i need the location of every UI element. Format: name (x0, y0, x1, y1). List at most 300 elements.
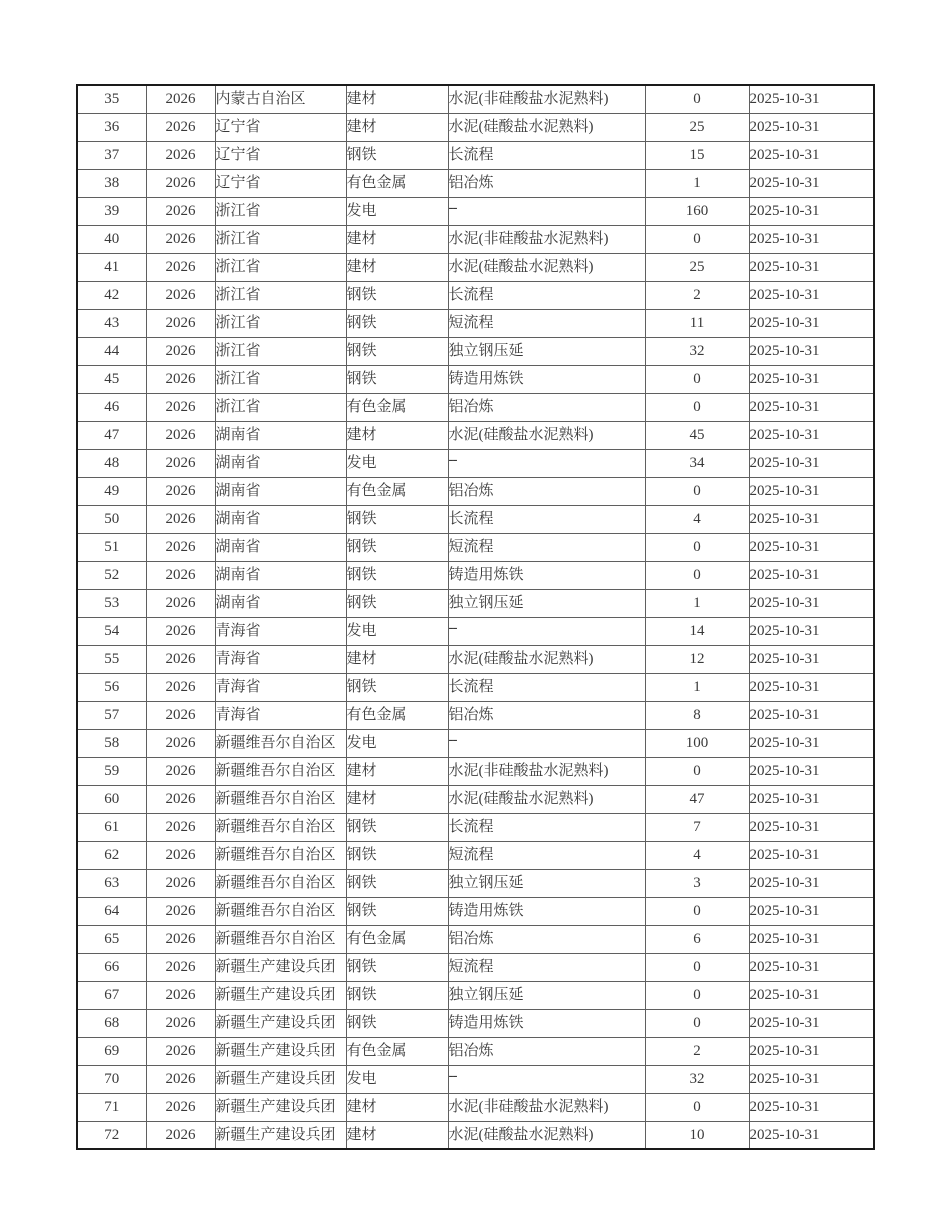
cell-date[interactable]: 2025-10-31 (749, 1065, 874, 1093)
cell-province[interactable]: 新疆生产建设兵团 (215, 1093, 346, 1121)
cell-province[interactable]: 新疆维吾尔自治区 (215, 925, 346, 953)
cell-date[interactable]: 2025-10-31 (749, 393, 874, 421)
cell-row-index[interactable]: 53 (77, 589, 146, 617)
cell-value[interactable]: 0 (645, 1093, 749, 1121)
cell-date[interactable]: 2025-10-31 (749, 813, 874, 841)
cell-product[interactable]: -- (448, 197, 645, 225)
cell-row-index[interactable]: 60 (77, 785, 146, 813)
cell-row-index[interactable]: 57 (77, 701, 146, 729)
cell-date[interactable]: 2025-10-31 (749, 729, 874, 757)
cell-industry[interactable]: 钢铁 (346, 561, 448, 589)
cell-province[interactable]: 青海省 (215, 701, 346, 729)
cell-value[interactable]: 10 (645, 1121, 749, 1149)
cell-province[interactable]: 辽宁省 (215, 141, 346, 169)
cell-industry[interactable]: 钢铁 (346, 673, 448, 701)
table-row[interactable] (77, 281, 874, 309)
cell-industry[interactable]: 钢铁 (346, 589, 448, 617)
cell-value[interactable]: 0 (645, 757, 749, 785)
cell-product[interactable]: 短流程 (448, 533, 645, 561)
cell-industry[interactable]: 钢铁 (346, 337, 448, 365)
cell-product[interactable]: 独立钢压延 (448, 337, 645, 365)
cell-industry[interactable]: 钢铁 (346, 281, 448, 309)
cell-province[interactable]: 青海省 (215, 673, 346, 701)
cell-province[interactable]: 新疆维吾尔自治区 (215, 841, 346, 869)
cell-year[interactable]: 2026 (146, 169, 215, 197)
cell-value[interactable]: 160 (645, 197, 749, 225)
cell-row-index[interactable]: 47 (77, 421, 146, 449)
cell-province[interactable]: 新疆维吾尔自治区 (215, 757, 346, 785)
cell-date[interactable]: 2025-10-31 (749, 897, 874, 925)
cell-product[interactable]: 水泥(硅酸盐水泥熟料) (448, 1121, 645, 1149)
cell-industry[interactable]: 发电 (346, 449, 448, 477)
cell-industry[interactable]: 建材 (346, 1121, 448, 1149)
cell-province[interactable]: 浙江省 (215, 253, 346, 281)
cell-product[interactable]: 水泥(硅酸盐水泥熟料) (448, 253, 645, 281)
cell-date[interactable]: 2025-10-31 (749, 981, 874, 1009)
cell-value[interactable]: 14 (645, 617, 749, 645)
cell-date[interactable]: 2025-10-31 (749, 869, 874, 897)
cell-year[interactable]: 2026 (146, 673, 215, 701)
cell-product[interactable]: 水泥(硅酸盐水泥熟料) (448, 113, 645, 141)
cell-industry[interactable]: 建材 (346, 113, 448, 141)
cell-product[interactable]: 水泥(硅酸盐水泥熟料) (448, 645, 645, 673)
cell-year[interactable]: 2026 (146, 729, 215, 757)
cell-year[interactable]: 2026 (146, 841, 215, 869)
cell-year[interactable]: 2026 (146, 421, 215, 449)
cell-value[interactable]: 32 (645, 1065, 749, 1093)
cell-year[interactable]: 2026 (146, 1037, 215, 1065)
cell-date[interactable]: 2025-10-31 (749, 701, 874, 729)
cell-date[interactable]: 2025-10-31 (749, 169, 874, 197)
cell-product[interactable]: 铝冶炼 (448, 477, 645, 505)
cell-value[interactable]: 1 (645, 673, 749, 701)
cell-value[interactable]: 0 (645, 533, 749, 561)
cell-year[interactable]: 2026 (146, 757, 215, 785)
cell-row-index[interactable]: 51 (77, 533, 146, 561)
cell-year[interactable]: 2026 (146, 589, 215, 617)
cell-industry[interactable]: 钢铁 (346, 309, 448, 337)
cell-industry[interactable]: 建材 (346, 253, 448, 281)
cell-industry[interactable]: 建材 (346, 785, 448, 813)
cell-province[interactable]: 新疆生产建设兵团 (215, 1037, 346, 1065)
cell-value[interactable]: 2 (645, 1037, 749, 1065)
cell-year[interactable]: 2026 (146, 1093, 215, 1121)
cell-industry[interactable]: 钢铁 (346, 981, 448, 1009)
cell-row-index[interactable]: 40 (77, 225, 146, 253)
cell-year[interactable]: 2026 (146, 253, 215, 281)
cell-row-index[interactable]: 52 (77, 561, 146, 589)
cell-product[interactable]: 短流程 (448, 309, 645, 337)
cell-industry[interactable]: 有色金属 (346, 701, 448, 729)
cell-product[interactable]: 长流程 (448, 141, 645, 169)
table-row[interactable] (77, 869, 874, 897)
cell-province[interactable]: 浙江省 (215, 309, 346, 337)
table-row[interactable] (77, 393, 874, 421)
cell-value[interactable]: 6 (645, 925, 749, 953)
cell-product[interactable]: 水泥(硅酸盐水泥熟料) (448, 785, 645, 813)
cell-date[interactable]: 2025-10-31 (749, 617, 874, 645)
cell-row-index[interactable]: 35 (77, 85, 146, 113)
table-row[interactable] (77, 589, 874, 617)
cell-row-index[interactable]: 55 (77, 645, 146, 673)
cell-industry[interactable]: 钢铁 (346, 953, 448, 981)
cell-value[interactable]: 0 (645, 561, 749, 589)
table-row[interactable] (77, 729, 874, 757)
table-row[interactable] (77, 841, 874, 869)
table-row[interactable] (77, 253, 874, 281)
cell-date[interactable]: 2025-10-31 (749, 925, 874, 953)
cell-value[interactable]: 12 (645, 645, 749, 673)
cell-year[interactable]: 2026 (146, 477, 215, 505)
table-row[interactable] (77, 1009, 874, 1037)
cell-date[interactable]: 2025-10-31 (749, 253, 874, 281)
cell-product[interactable]: 水泥(非硅酸盐水泥熟料) (448, 225, 645, 253)
cell-date[interactable]: 2025-10-31 (749, 141, 874, 169)
cell-province[interactable]: 浙江省 (215, 365, 346, 393)
cell-date[interactable]: 2025-10-31 (749, 1093, 874, 1121)
cell-year[interactable]: 2026 (146, 617, 215, 645)
cell-value[interactable]: 25 (645, 113, 749, 141)
cell-year[interactable]: 2026 (146, 197, 215, 225)
cell-value[interactable]: 45 (645, 421, 749, 449)
cell-product[interactable]: 铝冶炼 (448, 925, 645, 953)
cell-row-index[interactable]: 54 (77, 617, 146, 645)
cell-product[interactable]: 铸造用炼铁 (448, 561, 645, 589)
cell-industry[interactable]: 建材 (346, 1093, 448, 1121)
cell-value[interactable]: 0 (645, 393, 749, 421)
table-row[interactable] (77, 1121, 874, 1149)
cell-province[interactable]: 新疆维吾尔自治区 (215, 729, 346, 757)
cell-year[interactable]: 2026 (146, 1065, 215, 1093)
cell-product[interactable]: 独立钢压延 (448, 589, 645, 617)
cell-province[interactable]: 新疆生产建设兵团 (215, 981, 346, 1009)
cell-product[interactable]: 铸造用炼铁 (448, 897, 645, 925)
cell-year[interactable]: 2026 (146, 113, 215, 141)
cell-year[interactable]: 2026 (146, 813, 215, 841)
cell-product[interactable]: 铝冶炼 (448, 393, 645, 421)
cell-product[interactable]: 长流程 (448, 673, 645, 701)
table-row[interactable] (77, 645, 874, 673)
cell-product[interactable]: -- (448, 449, 645, 477)
cell-date[interactable]: 2025-10-31 (749, 505, 874, 533)
cell-product[interactable]: 铝冶炼 (448, 701, 645, 729)
cell-row-index[interactable]: 61 (77, 813, 146, 841)
table-row[interactable] (77, 449, 874, 477)
cell-product[interactable]: 铸造用炼铁 (448, 1009, 645, 1037)
cell-province[interactable]: 新疆维吾尔自治区 (215, 897, 346, 925)
cell-year[interactable]: 2026 (146, 449, 215, 477)
cell-row-index[interactable]: 49 (77, 477, 146, 505)
table-row[interactable] (77, 225, 874, 253)
cell-value[interactable]: 0 (645, 85, 749, 113)
cell-product[interactable]: 铝冶炼 (448, 169, 645, 197)
cell-industry[interactable]: 钢铁 (346, 897, 448, 925)
cell-year[interactable]: 2026 (146, 701, 215, 729)
cell-province[interactable]: 辽宁省 (215, 113, 346, 141)
cell-year[interactable]: 2026 (146, 393, 215, 421)
cell-row-index[interactable]: 45 (77, 365, 146, 393)
cell-date[interactable]: 2025-10-31 (749, 953, 874, 981)
cell-product[interactable]: 短流程 (448, 953, 645, 981)
cell-value[interactable]: 0 (645, 1009, 749, 1037)
cell-row-index[interactable]: 50 (77, 505, 146, 533)
cell-row-index[interactable]: 48 (77, 449, 146, 477)
cell-date[interactable]: 2025-10-31 (749, 365, 874, 393)
cell-year[interactable]: 2026 (146, 365, 215, 393)
cell-product[interactable]: -- (448, 1065, 645, 1093)
table-row[interactable] (77, 505, 874, 533)
cell-industry[interactable]: 建材 (346, 645, 448, 673)
cell-row-index[interactable]: 70 (77, 1065, 146, 1093)
cell-province[interactable]: 新疆生产建设兵团 (215, 1121, 346, 1149)
cell-value[interactable]: 3 (645, 869, 749, 897)
cell-industry[interactable]: 有色金属 (346, 477, 448, 505)
cell-province[interactable]: 内蒙古自治区 (215, 85, 346, 113)
table-row[interactable] (77, 561, 874, 589)
cell-value[interactable]: 0 (645, 225, 749, 253)
cell-value[interactable]: 32 (645, 337, 749, 365)
cell-year[interactable]: 2026 (146, 953, 215, 981)
cell-date[interactable]: 2025-10-31 (749, 1009, 874, 1037)
cell-year[interactable]: 2026 (146, 981, 215, 1009)
cell-value[interactable]: 1 (645, 169, 749, 197)
cell-province[interactable]: 浙江省 (215, 197, 346, 225)
cell-year[interactable]: 2026 (146, 337, 215, 365)
cell-value[interactable]: 2 (645, 281, 749, 309)
cell-value[interactable]: 4 (645, 841, 749, 869)
cell-row-index[interactable]: 56 (77, 673, 146, 701)
table-row[interactable] (77, 113, 874, 141)
cell-industry[interactable]: 发电 (346, 1065, 448, 1093)
cell-row-index[interactable]: 63 (77, 869, 146, 897)
cell-date[interactable]: 2025-10-31 (749, 841, 874, 869)
cell-province[interactable]: 浙江省 (215, 225, 346, 253)
cell-date[interactable]: 2025-10-31 (749, 561, 874, 589)
cell-row-index[interactable]: 66 (77, 953, 146, 981)
table-row[interactable] (77, 925, 874, 953)
cell-date[interactable]: 2025-10-31 (749, 785, 874, 813)
cell-product[interactable]: 铸造用炼铁 (448, 365, 645, 393)
cell-year[interactable]: 2026 (146, 869, 215, 897)
cell-product[interactable]: -- (448, 617, 645, 645)
cell-province[interactable]: 新疆生产建设兵团 (215, 1065, 346, 1093)
cell-province[interactable]: 新疆维吾尔自治区 (215, 785, 346, 813)
cell-row-index[interactable]: 37 (77, 141, 146, 169)
cell-year[interactable]: 2026 (146, 533, 215, 561)
table-row[interactable] (77, 981, 874, 1009)
cell-product[interactable]: 短流程 (448, 841, 645, 869)
cell-value[interactable]: 0 (645, 365, 749, 393)
cell-industry[interactable]: 钢铁 (346, 1009, 448, 1037)
cell-row-index[interactable]: 36 (77, 113, 146, 141)
table-row[interactable] (77, 953, 874, 981)
cell-province[interactable]: 湖南省 (215, 505, 346, 533)
cell-year[interactable]: 2026 (146, 1009, 215, 1037)
cell-product[interactable]: 水泥(非硅酸盐水泥熟料) (448, 1093, 645, 1121)
cell-row-index[interactable]: 71 (77, 1093, 146, 1121)
cell-province[interactable]: 辽宁省 (215, 169, 346, 197)
cell-year[interactable]: 2026 (146, 505, 215, 533)
cell-date[interactable]: 2025-10-31 (749, 589, 874, 617)
cell-date[interactable]: 2025-10-31 (749, 281, 874, 309)
cell-product[interactable]: 铝冶炼 (448, 1037, 645, 1065)
cell-value[interactable]: 7 (645, 813, 749, 841)
cell-industry[interactable]: 钢铁 (346, 365, 448, 393)
cell-row-index[interactable]: 64 (77, 897, 146, 925)
table-row[interactable] (77, 1093, 874, 1121)
table-row[interactable] (77, 533, 874, 561)
cell-row-index[interactable]: 38 (77, 169, 146, 197)
cell-industry[interactable]: 有色金属 (346, 1037, 448, 1065)
cell-value[interactable]: 47 (645, 785, 749, 813)
cell-row-index[interactable]: 65 (77, 925, 146, 953)
cell-product[interactable]: 独立钢压延 (448, 981, 645, 1009)
cell-row-index[interactable]: 46 (77, 393, 146, 421)
cell-industry[interactable]: 建材 (346, 225, 448, 253)
table-row[interactable] (77, 617, 874, 645)
cell-province[interactable]: 新疆生产建设兵团 (215, 1009, 346, 1037)
table-row[interactable] (77, 1037, 874, 1065)
cell-row-index[interactable]: 43 (77, 309, 146, 337)
cell-date[interactable]: 2025-10-31 (749, 1121, 874, 1149)
cell-industry[interactable]: 钢铁 (346, 869, 448, 897)
cell-province[interactable]: 新疆维吾尔自治区 (215, 869, 346, 897)
cell-industry[interactable]: 钢铁 (346, 141, 448, 169)
cell-value[interactable]: 11 (645, 309, 749, 337)
cell-date[interactable]: 2025-10-31 (749, 757, 874, 785)
cell-year[interactable]: 2026 (146, 925, 215, 953)
cell-row-index[interactable]: 68 (77, 1009, 146, 1037)
cell-province[interactable]: 浙江省 (215, 393, 346, 421)
table-row[interactable] (77, 309, 874, 337)
cell-row-index[interactable]: 62 (77, 841, 146, 869)
table-row[interactable] (77, 85, 874, 113)
cell-year[interactable]: 2026 (146, 785, 215, 813)
cell-industry[interactable]: 建材 (346, 757, 448, 785)
cell-row-index[interactable]: 41 (77, 253, 146, 281)
cell-row-index[interactable]: 72 (77, 1121, 146, 1149)
cell-row-index[interactable]: 58 (77, 729, 146, 757)
cell-province[interactable]: 浙江省 (215, 337, 346, 365)
cell-year[interactable]: 2026 (146, 897, 215, 925)
cell-date[interactable]: 2025-10-31 (749, 673, 874, 701)
table-row[interactable] (77, 141, 874, 169)
cell-row-index[interactable]: 69 (77, 1037, 146, 1065)
table-row[interactable] (77, 757, 874, 785)
cell-province[interactable]: 新疆维吾尔自治区 (215, 813, 346, 841)
cell-province[interactable]: 新疆生产建设兵团 (215, 953, 346, 981)
cell-province[interactable]: 湖南省 (215, 589, 346, 617)
cell-product[interactable]: 长流程 (448, 505, 645, 533)
cell-product[interactable]: 长流程 (448, 813, 645, 841)
cell-province[interactable]: 湖南省 (215, 449, 346, 477)
cell-date[interactable]: 2025-10-31 (749, 533, 874, 561)
cell-year[interactable]: 2026 (146, 281, 215, 309)
cell-year[interactable]: 2026 (146, 225, 215, 253)
cell-product[interactable]: 独立钢压延 (448, 869, 645, 897)
cell-value[interactable]: 4 (645, 505, 749, 533)
cell-date[interactable]: 2025-10-31 (749, 113, 874, 141)
table-row[interactable] (77, 1065, 874, 1093)
cell-province[interactable]: 湖南省 (215, 561, 346, 589)
table-row[interactable] (77, 197, 874, 225)
cell-value[interactable]: 0 (645, 953, 749, 981)
table-row[interactable] (77, 813, 874, 841)
cell-product[interactable]: 水泥(硅酸盐水泥熟料) (448, 421, 645, 449)
cell-row-index[interactable]: 67 (77, 981, 146, 1009)
cell-year[interactable]: 2026 (146, 645, 215, 673)
cell-industry[interactable]: 发电 (346, 617, 448, 645)
cell-value[interactable]: 34 (645, 449, 749, 477)
cell-year[interactable]: 2026 (146, 1121, 215, 1149)
cell-row-index[interactable]: 59 (77, 757, 146, 785)
cell-value[interactable]: 15 (645, 141, 749, 169)
cell-date[interactable]: 2025-10-31 (749, 1037, 874, 1065)
table-row[interactable] (77, 673, 874, 701)
cell-product[interactable]: 水泥(非硅酸盐水泥熟料) (448, 757, 645, 785)
cell-date[interactable]: 2025-10-31 (749, 197, 874, 225)
table-row[interactable] (77, 169, 874, 197)
table-row[interactable] (77, 477, 874, 505)
cell-date[interactable]: 2025-10-31 (749, 85, 874, 113)
cell-industry[interactable]: 钢铁 (346, 813, 448, 841)
table-row[interactable] (77, 421, 874, 449)
cell-industry[interactable]: 建材 (346, 421, 448, 449)
cell-date[interactable]: 2025-10-31 (749, 225, 874, 253)
cell-row-index[interactable]: 39 (77, 197, 146, 225)
cell-province[interactable]: 浙江省 (215, 281, 346, 309)
cell-province[interactable]: 湖南省 (215, 533, 346, 561)
cell-industry[interactable]: 钢铁 (346, 533, 448, 561)
cell-industry[interactable]: 钢铁 (346, 505, 448, 533)
cell-date[interactable]: 2025-10-31 (749, 309, 874, 337)
table-row[interactable] (77, 337, 874, 365)
cell-value[interactable]: 8 (645, 701, 749, 729)
cell-date[interactable]: 2025-10-31 (749, 449, 874, 477)
cell-date[interactable]: 2025-10-31 (749, 645, 874, 673)
table-row[interactable] (77, 701, 874, 729)
cell-row-index[interactable]: 42 (77, 281, 146, 309)
cell-province[interactable]: 青海省 (215, 617, 346, 645)
table-row[interactable] (77, 365, 874, 393)
cell-industry[interactable]: 发电 (346, 197, 448, 225)
cell-province[interactable]: 湖南省 (215, 421, 346, 449)
cell-industry[interactable]: 有色金属 (346, 169, 448, 197)
cell-value[interactable]: 1 (645, 589, 749, 617)
cell-year[interactable]: 2026 (146, 141, 215, 169)
cell-product[interactable]: 长流程 (448, 281, 645, 309)
cell-value[interactable]: 100 (645, 729, 749, 757)
cell-industry[interactable]: 钢铁 (346, 841, 448, 869)
cell-industry[interactable]: 有色金属 (346, 925, 448, 953)
cell-province[interactable]: 青海省 (215, 645, 346, 673)
cell-product[interactable]: -- (448, 729, 645, 757)
cell-province[interactable]: 湖南省 (215, 477, 346, 505)
cell-year[interactable]: 2026 (146, 309, 215, 337)
table-row[interactable] (77, 785, 874, 813)
cell-year[interactable]: 2026 (146, 85, 215, 113)
cell-value[interactable]: 0 (645, 477, 749, 505)
cell-row-index[interactable]: 44 (77, 337, 146, 365)
cell-industry[interactable]: 有色金属 (346, 393, 448, 421)
cell-year[interactable]: 2026 (146, 561, 215, 589)
cell-date[interactable]: 2025-10-31 (749, 337, 874, 365)
cell-value[interactable]: 25 (645, 253, 749, 281)
cell-value[interactable]: 0 (645, 897, 749, 925)
cell-industry[interactable]: 发电 (346, 729, 448, 757)
cell-product[interactable]: 水泥(非硅酸盐水泥熟料) (448, 85, 645, 113)
cell-value[interactable]: 0 (645, 981, 749, 1009)
